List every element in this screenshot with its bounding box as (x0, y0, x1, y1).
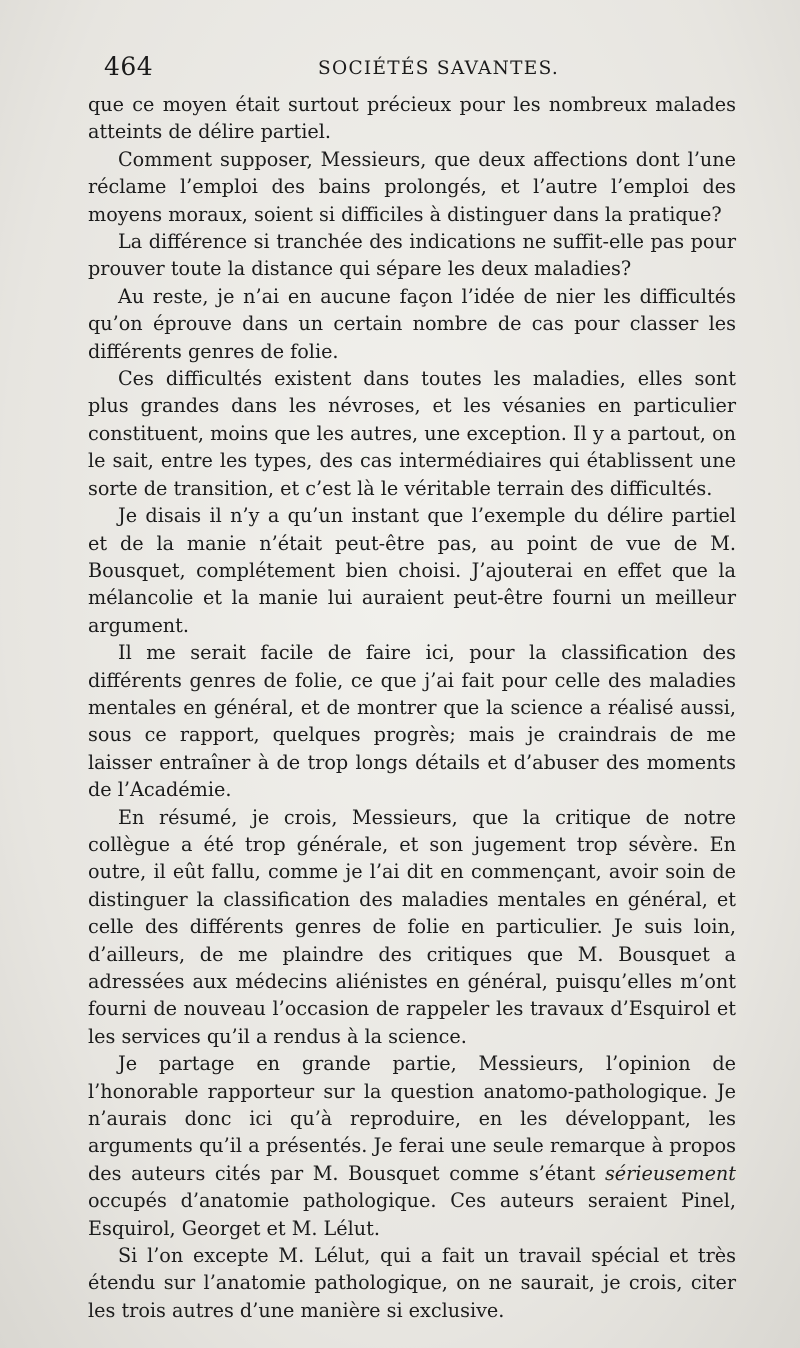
running-head: SOCIÉTÉS SAVANTES. (318, 58, 560, 79)
paragraph: que ce moyen était surtout précieux pour les nombreux malades atteints de délire partiel. (88, 93, 736, 144)
page-number: 464 (104, 52, 154, 81)
paragraph: Ces difficultés existent dans toutes les maladies, elles sont plus grandes dans les névroses, et les vésanies en particulier constituent, moins que les autres, une exception. Il y a partout, on le sait, entre les types, des cas intermédiaires qui établissent une sorte de transition, et c’est là le véritable terrain des difficultés. (88, 367, 736, 500)
paragraph: Si l’on excepte M. Lélut, qui a fait un travail spécial et très étendu sur l’anatomie pathologique, on ne saurait, je crois, citer les trois autres d’une manière si exclusive. (88, 1244, 736, 1322)
paragraph: Comment supposer, Messieurs, que deux affections dont l’une réclame l’emploi des bains prolongés, et l’autre l’emploi des moyens moraux, soient si difficiles à distinguer dans la pratique? (88, 147, 736, 226)
paragraph-text: occupés d’anatomie pathologique. Ces auteurs seraient Pinel, Esquirol, Georget et M. Lélut. (88, 1189, 736, 1240)
paragraph: La différence si tranchée des indications ne suffit-elle pas pour prouver toute la distance qui sépare les deux maladies? (88, 230, 736, 281)
body-text (88, 91, 736, 1324)
paragraph: Au reste, je n’ai en aucune façon l’idée de nier les difficultés qu’on éprouve dans un certain nombre de cas pour classer les différents genres de folie. (88, 284, 736, 363)
paragraph (88, 1050, 736, 1242)
paragraph-text: Je partage en grande partie, Messieurs, l’opinion de l’honorable rapporteur sur la question anatomo-pathologique. Je n’aurais donc ici qu’à reproduire, en les développant, les arguments qu’il a présentés. Je ferai une seule remarque à propos des auteurs cités par M. Bousquet comme s’étant (88, 1052, 736, 1185)
page-header (104, 52, 730, 86)
emphasis-word: sérieusement (604, 1161, 736, 1185)
paragraph: En résumé, je crois, Messieurs, que la critique de notre collègue a été trop générale, et son jugement trop sévère. En outre, il eût fallu, comme je l’ai dit en commençant, avoir soin de distinguer la classification des maladies mentales en général, et celle des différents genres de folie en particulier. Je suis loin, d’ailleurs, de me plaindre des critiques que M. Bousquet a adressées aux médecins aliénistes en général, puisqu’elles m’ont fourni de nouveau l’occasion de rappeler les travaux d’Esquirol et les services qu’il a rendus à la science. (88, 805, 736, 1048)
paragraph: Il me serait facile de faire ici, pour la classification des différents genres de folie, ce que j’ai fait pour celle des maladies mentales en général, et de montrer que la science a réalisé aussi, sous ce rapport, quelques progrès; mais je craindrais de me laisser entraîner à de trop longs détails et d’abuser des moments de l’Académie. (88, 641, 736, 802)
paragraph: Je disais il n’y a qu’un instant que l’exemple du délire partiel et de la manie n’était peut-être pas, au point de vue de M. Bousquet, complétement bien choisi. J’ajouterai en effet que la mélancolie et la manie lui auraient peut-être fourni un meilleur argument. (88, 504, 736, 637)
